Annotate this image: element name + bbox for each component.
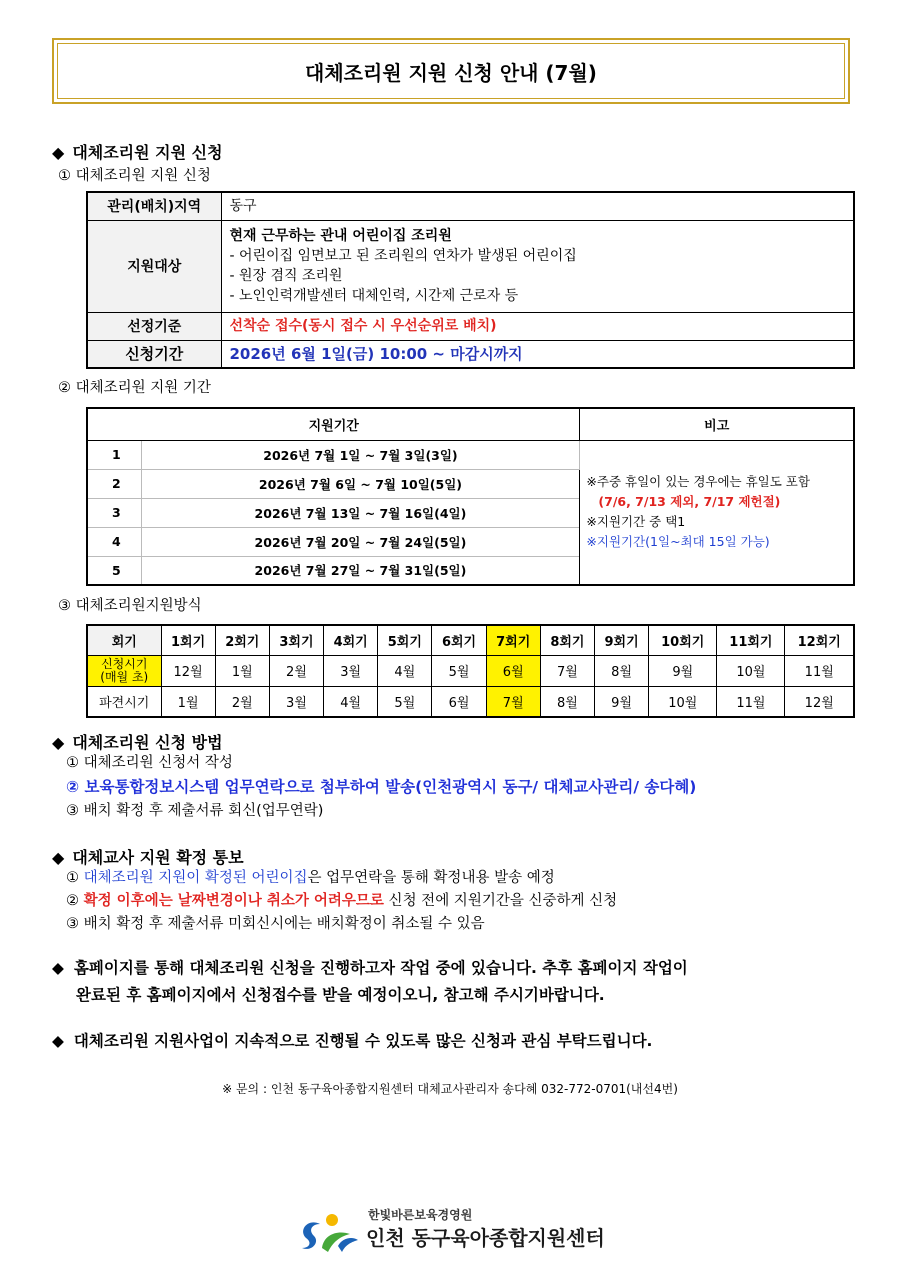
- period-row-value: 2026년 7월 1일 ~ 7월 3일(3일): [141, 440, 580, 469]
- area-value: 동구: [221, 192, 854, 220]
- apply-month: 5월: [432, 655, 486, 686]
- section3-item3: ③ 배치 확정 후 제출서류 미회신시에는 배치확정이 취소될 수 있음: [66, 916, 485, 932]
- col-note-header: 비고: [580, 408, 854, 440]
- apply-month: 11월: [785, 655, 854, 686]
- section1-sub1: ① 대체조리원 지원 신청: [58, 168, 211, 184]
- section2-heading: ◆ 대체조리원 신청 방법: [52, 733, 223, 752]
- round-header: 10회기: [649, 625, 717, 655]
- dispatch-month: 11월: [717, 686, 785, 717]
- round-header: 2회기: [215, 625, 269, 655]
- dispatch-month: 5월: [378, 686, 432, 717]
- document-title-box: [52, 38, 850, 104]
- period-row-value: 2026년 7월 27일 ~ 7월 31일(5일): [141, 556, 580, 585]
- diamond-bullet-icon: ◆: [52, 959, 64, 977]
- diamond-bullet-icon: ◆: [52, 1032, 64, 1050]
- target-main: 현재 근무하는 관내 어린이집 조리원: [229, 228, 452, 244]
- notice-homepage-line-2: 완료된 후 홈페이지에서 신청접수를 받을 예정이오니, 참고해 주시기바랍니다.: [76, 986, 605, 1004]
- diamond-bullet-icon: ◆: [52, 143, 65, 162]
- item-number: ②: [66, 893, 79, 909]
- note-line-1: ※주중 휴일이 있는 경우에는 휴일도 포함: [586, 474, 810, 490]
- target-value: [221, 220, 854, 312]
- period-label: 신청기간: [87, 340, 221, 368]
- section1-sub3: ③ 대체조리원지원방식: [58, 598, 202, 614]
- notice-homepage: [52, 955, 862, 1009]
- area-label: 관리(배치)지역: [87, 192, 221, 220]
- diamond-bullet-icon: ◆: [52, 848, 65, 867]
- apply-month: 1월: [215, 655, 269, 686]
- item1-highlight: 대체조리원 지원이 확정된 어린이집: [83, 870, 308, 886]
- apply-month: 8월: [595, 655, 649, 686]
- round-header: 7회기: [486, 625, 540, 655]
- item2-rest: 신청 전에 지원기간을 신중하게 신청: [383, 893, 618, 909]
- round-header: 9회기: [595, 625, 649, 655]
- logo-big-text: 인천 동구육아종합지원센터: [366, 1226, 605, 1250]
- round-header: 12회기: [785, 625, 854, 655]
- round-header: 4회기: [324, 625, 378, 655]
- apply-month: 10월: [717, 655, 785, 686]
- note-line-2: (7/6, 7/13 제외, 7/17 제헌절): [598, 494, 781, 510]
- apply-info-table: [86, 191, 855, 369]
- apply-label-line-1: 신청시기: [101, 656, 148, 671]
- criteria-value: 선착순 접수(동시 접수 시 우선순위로 배치): [221, 312, 854, 340]
- section1-sub2: ② 대체조리원 지원 기간: [58, 380, 211, 396]
- period-value: 2026년 6월 1일(금) 10:00 ~ 마감시까지: [221, 340, 854, 368]
- apply-row-label: [87, 655, 161, 686]
- period-row-no: 4: [87, 527, 141, 556]
- section2-item1: ① 대체조리원 신청서 작성: [66, 755, 233, 771]
- dispatch-month: 3월: [269, 686, 323, 717]
- period-row-value: 2026년 7월 20일 ~ 7월 24일(5일): [141, 527, 580, 556]
- period-note: [580, 440, 854, 585]
- section3-heading: ◆ 대체교사 지원 확정 통보: [52, 848, 244, 867]
- target-item: - 어린이집 임면보고 된 조리원의 연차가 발생된 어린이집: [229, 248, 577, 264]
- section3-item2: [66, 890, 617, 912]
- item1-rest: 은 업무연락을 통해 확정내용 발송 예정: [307, 870, 555, 886]
- round-header: 1회기: [161, 625, 215, 655]
- round-schedule-table: [86, 624, 855, 718]
- dispatch-month: 8월: [540, 686, 594, 717]
- round-header: 5회기: [378, 625, 432, 655]
- round-header-label: 회기: [87, 625, 161, 655]
- dispatch-month: 12월: [785, 686, 854, 717]
- dispatch-month: 6월: [432, 686, 486, 717]
- section3-item1: [66, 867, 555, 889]
- document-title: 대체조리원 지원 신청 안내 (7월): [305, 60, 597, 85]
- apply-label-line-2: (매월 초): [100, 669, 149, 684]
- period-row-no: 1: [87, 440, 141, 469]
- period-row-no: 2: [87, 469, 141, 498]
- contact-footer: ※ 문의 : 인천 동구육아종합지원센터 대체교사관리자 송다혜 032-772-0701(내선4번): [222, 1082, 678, 1096]
- dispatch-row-label: 파견시기: [87, 686, 161, 717]
- dispatch-month: 1월: [161, 686, 215, 717]
- period-row-value: 2026년 7월 6일 ~ 7월 10일(5일): [141, 469, 580, 498]
- notice-thanks: [52, 1028, 652, 1055]
- logo-small-text: 한빛바른보육경영원: [368, 1208, 473, 1222]
- support-period-table: [86, 407, 855, 586]
- note-line-4: ※지원기간(1일~최대 15일 가능): [586, 534, 770, 550]
- target-item: - 원장 겸직 조리원: [229, 268, 343, 284]
- target-label: 지원대상: [87, 220, 221, 312]
- dispatch-month: 7월: [486, 686, 540, 717]
- apply-month: 3월: [324, 655, 378, 686]
- round-header: 11회기: [717, 625, 785, 655]
- section2-item3: ③ 배치 확정 후 제출서류 회신(업무연락): [66, 803, 324, 819]
- item2-highlight: 확정 이후에는 날짜변경이나 취소가 어려우므로: [83, 893, 384, 909]
- dispatch-month: 4월: [324, 686, 378, 717]
- apply-month: 7월: [540, 655, 594, 686]
- period-row-value: 2026년 7월 13일 ~ 7월 16일(4일): [141, 498, 580, 527]
- target-item: - 노인인력개발센터 대체인력, 시간제 근로자 등: [229, 288, 519, 304]
- apply-month: 4월: [378, 655, 432, 686]
- item-number: ①: [66, 870, 79, 886]
- center-logo-icon: [298, 1208, 360, 1254]
- round-header: 3회기: [269, 625, 323, 655]
- apply-month: 2월: [269, 655, 323, 686]
- dispatch-month: 10월: [649, 686, 717, 717]
- section2-item2: ② 보육통합정보시스템 업무연락으로 첨부하여 발송(인천광역시 동구/ 대체교사관리/ 송다혜): [66, 778, 697, 796]
- section1-heading: ◆ 대체조리원 지원 신청: [52, 143, 223, 162]
- dispatch-month: 2월: [215, 686, 269, 717]
- col-period-header: 지원기간: [87, 408, 580, 440]
- center-logo: [298, 1206, 618, 1256]
- round-header: 8회기: [540, 625, 594, 655]
- apply-month: 6월: [486, 655, 540, 686]
- period-row-no: 5: [87, 556, 141, 585]
- apply-month: 9월: [649, 655, 717, 686]
- note-line-3: ※지원기간 중 택1: [586, 514, 686, 530]
- criteria-label: 선정기준: [87, 312, 221, 340]
- notice-homepage-line-1: 홈페이지를 통해 대체조리원 신청을 진행하고자 작업 중에 있습니다. 추후 홈페이지 작업이: [73, 959, 688, 977]
- notice-thanks-text: 대체조리원 지원사업이 지속적으로 진행될 수 있도록 많은 신청과 관심 부탁드립니다.: [73, 1032, 653, 1050]
- round-header: 6회기: [432, 625, 486, 655]
- diamond-bullet-icon: ◆: [52, 733, 65, 752]
- dispatch-month: 9월: [595, 686, 649, 717]
- period-row-no: 3: [87, 498, 141, 527]
- apply-month: 12월: [161, 655, 215, 686]
